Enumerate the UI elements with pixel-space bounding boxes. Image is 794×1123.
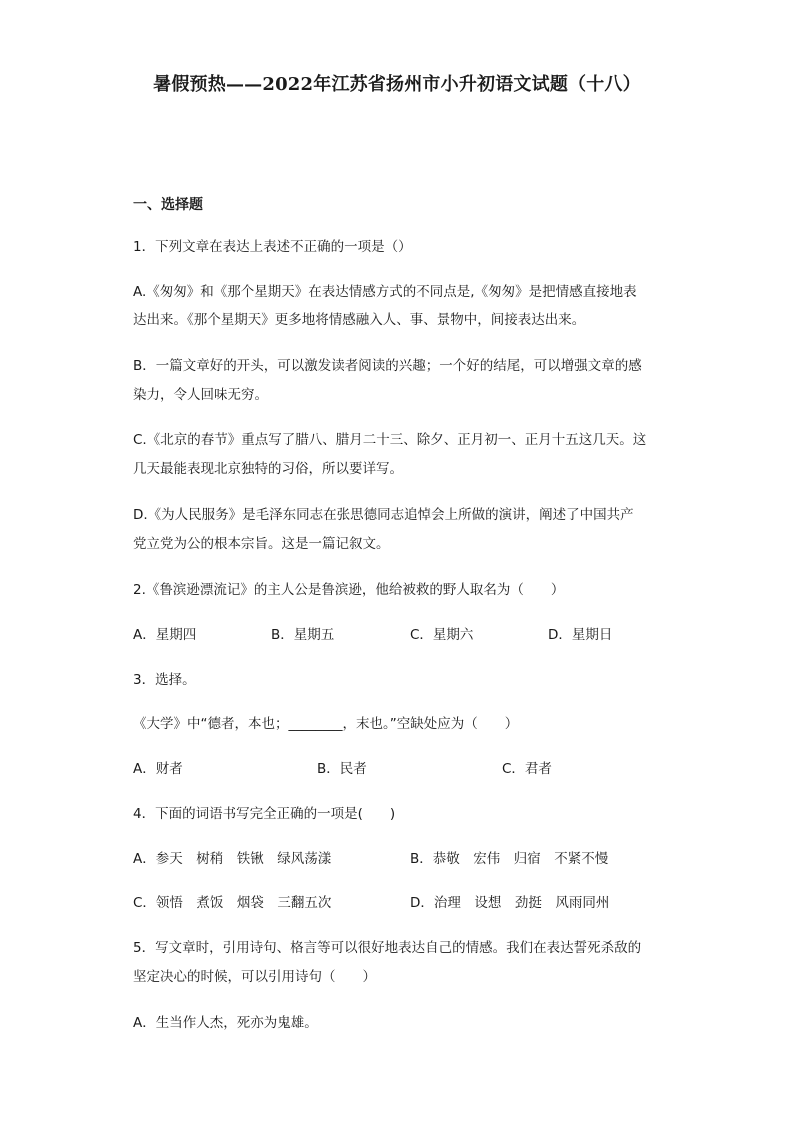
section-heading: 一、选择题	[133, 197, 203, 213]
page-title: 暑假预热——2022年江苏省扬州市小升初语文试题（十八）	[153, 74, 641, 95]
question-4-option-d: D．治理 设想 劲挺 风雨同州	[410, 895, 610, 911]
question-2-option-b: B．星期五	[271, 627, 335, 643]
question-2-option-d: D．星期日	[548, 627, 613, 643]
question-1-option-c-line1: C.《北京的春节》重点写了腊八、腊月二十三、除夕、正月初一、正月十五这几天。这	[133, 432, 647, 448]
question-1-option-a-line1: A.《匆匆》和《那个星期天》在表达情感方式的不同点是,《匆匆》是把情感直接地表	[133, 284, 637, 300]
question-3-option-a: A．财者	[133, 761, 183, 777]
question-1-option-c-line2: 几天最能表现北京独特的习俗，所以要详写。	[133, 461, 403, 477]
question-2-option-c: C．星期六	[410, 627, 474, 643]
question-1-option-d-line2: 党立党为公的根本宗旨。这是一篇记叙文。	[133, 536, 390, 552]
question-2-stem: 2.《鲁滨逊漂流记》的主人公是鲁滨逊，他给被救的野人取名为（ ）	[133, 582, 565, 598]
question-1-option-b-line2: 染力，令人回味无穷。	[133, 387, 268, 403]
question-1-stem: 1．下列文章在表达上表述不正确的一项是（）	[133, 239, 412, 255]
question-4-option-b: B．恭敬 宏伟 归宿 不紧不慢	[410, 851, 609, 867]
question-1-option-d-line1: D.《为人民服务》是毛泽东同志在张思德同志追悼会上所做的演讲，阐述了中国共产	[133, 507, 634, 523]
question-4-option-a: A．参天 树稍 铁锹 绿风荡漾	[133, 851, 332, 867]
question-3-option-b: B．民者	[317, 761, 367, 777]
question-5-stem-line1: 5．写文章时，引用诗句、格言等可以很好地表达自己的情感。我们在表达誓死杀敌的	[133, 940, 642, 956]
question-3-stem: 3．选择。	[133, 672, 196, 688]
question-5-stem-line2: 坚定决心的时候，可以引用诗句（ ）	[133, 969, 376, 985]
question-3-sub-question: 《大学》中“德者，本也；________，末也。”空缺处应为（ ）	[133, 716, 519, 732]
question-5-option-a: A．生当作人杰，死亦为鬼雄。	[133, 1015, 318, 1031]
question-4-option-c: C．领悟 煮饭 烟袋 三翻五次	[133, 895, 332, 911]
question-1-option-b-line1: B．一篇文章好的开头，可以激发读者阅读的兴趣；一个好的结尾，可以增强文章的感	[133, 358, 642, 374]
question-3-option-c: C．君者	[502, 761, 552, 777]
question-4-stem: 4．下面的词语书写完全正确的一项是( )	[133, 806, 396, 822]
question-2-option-a: A．星期四	[133, 627, 197, 643]
question-1-option-a-line2: 达出来。《那个星期天》更多地将情感融入人、事、景物中，间接表达出来。	[133, 312, 586, 328]
